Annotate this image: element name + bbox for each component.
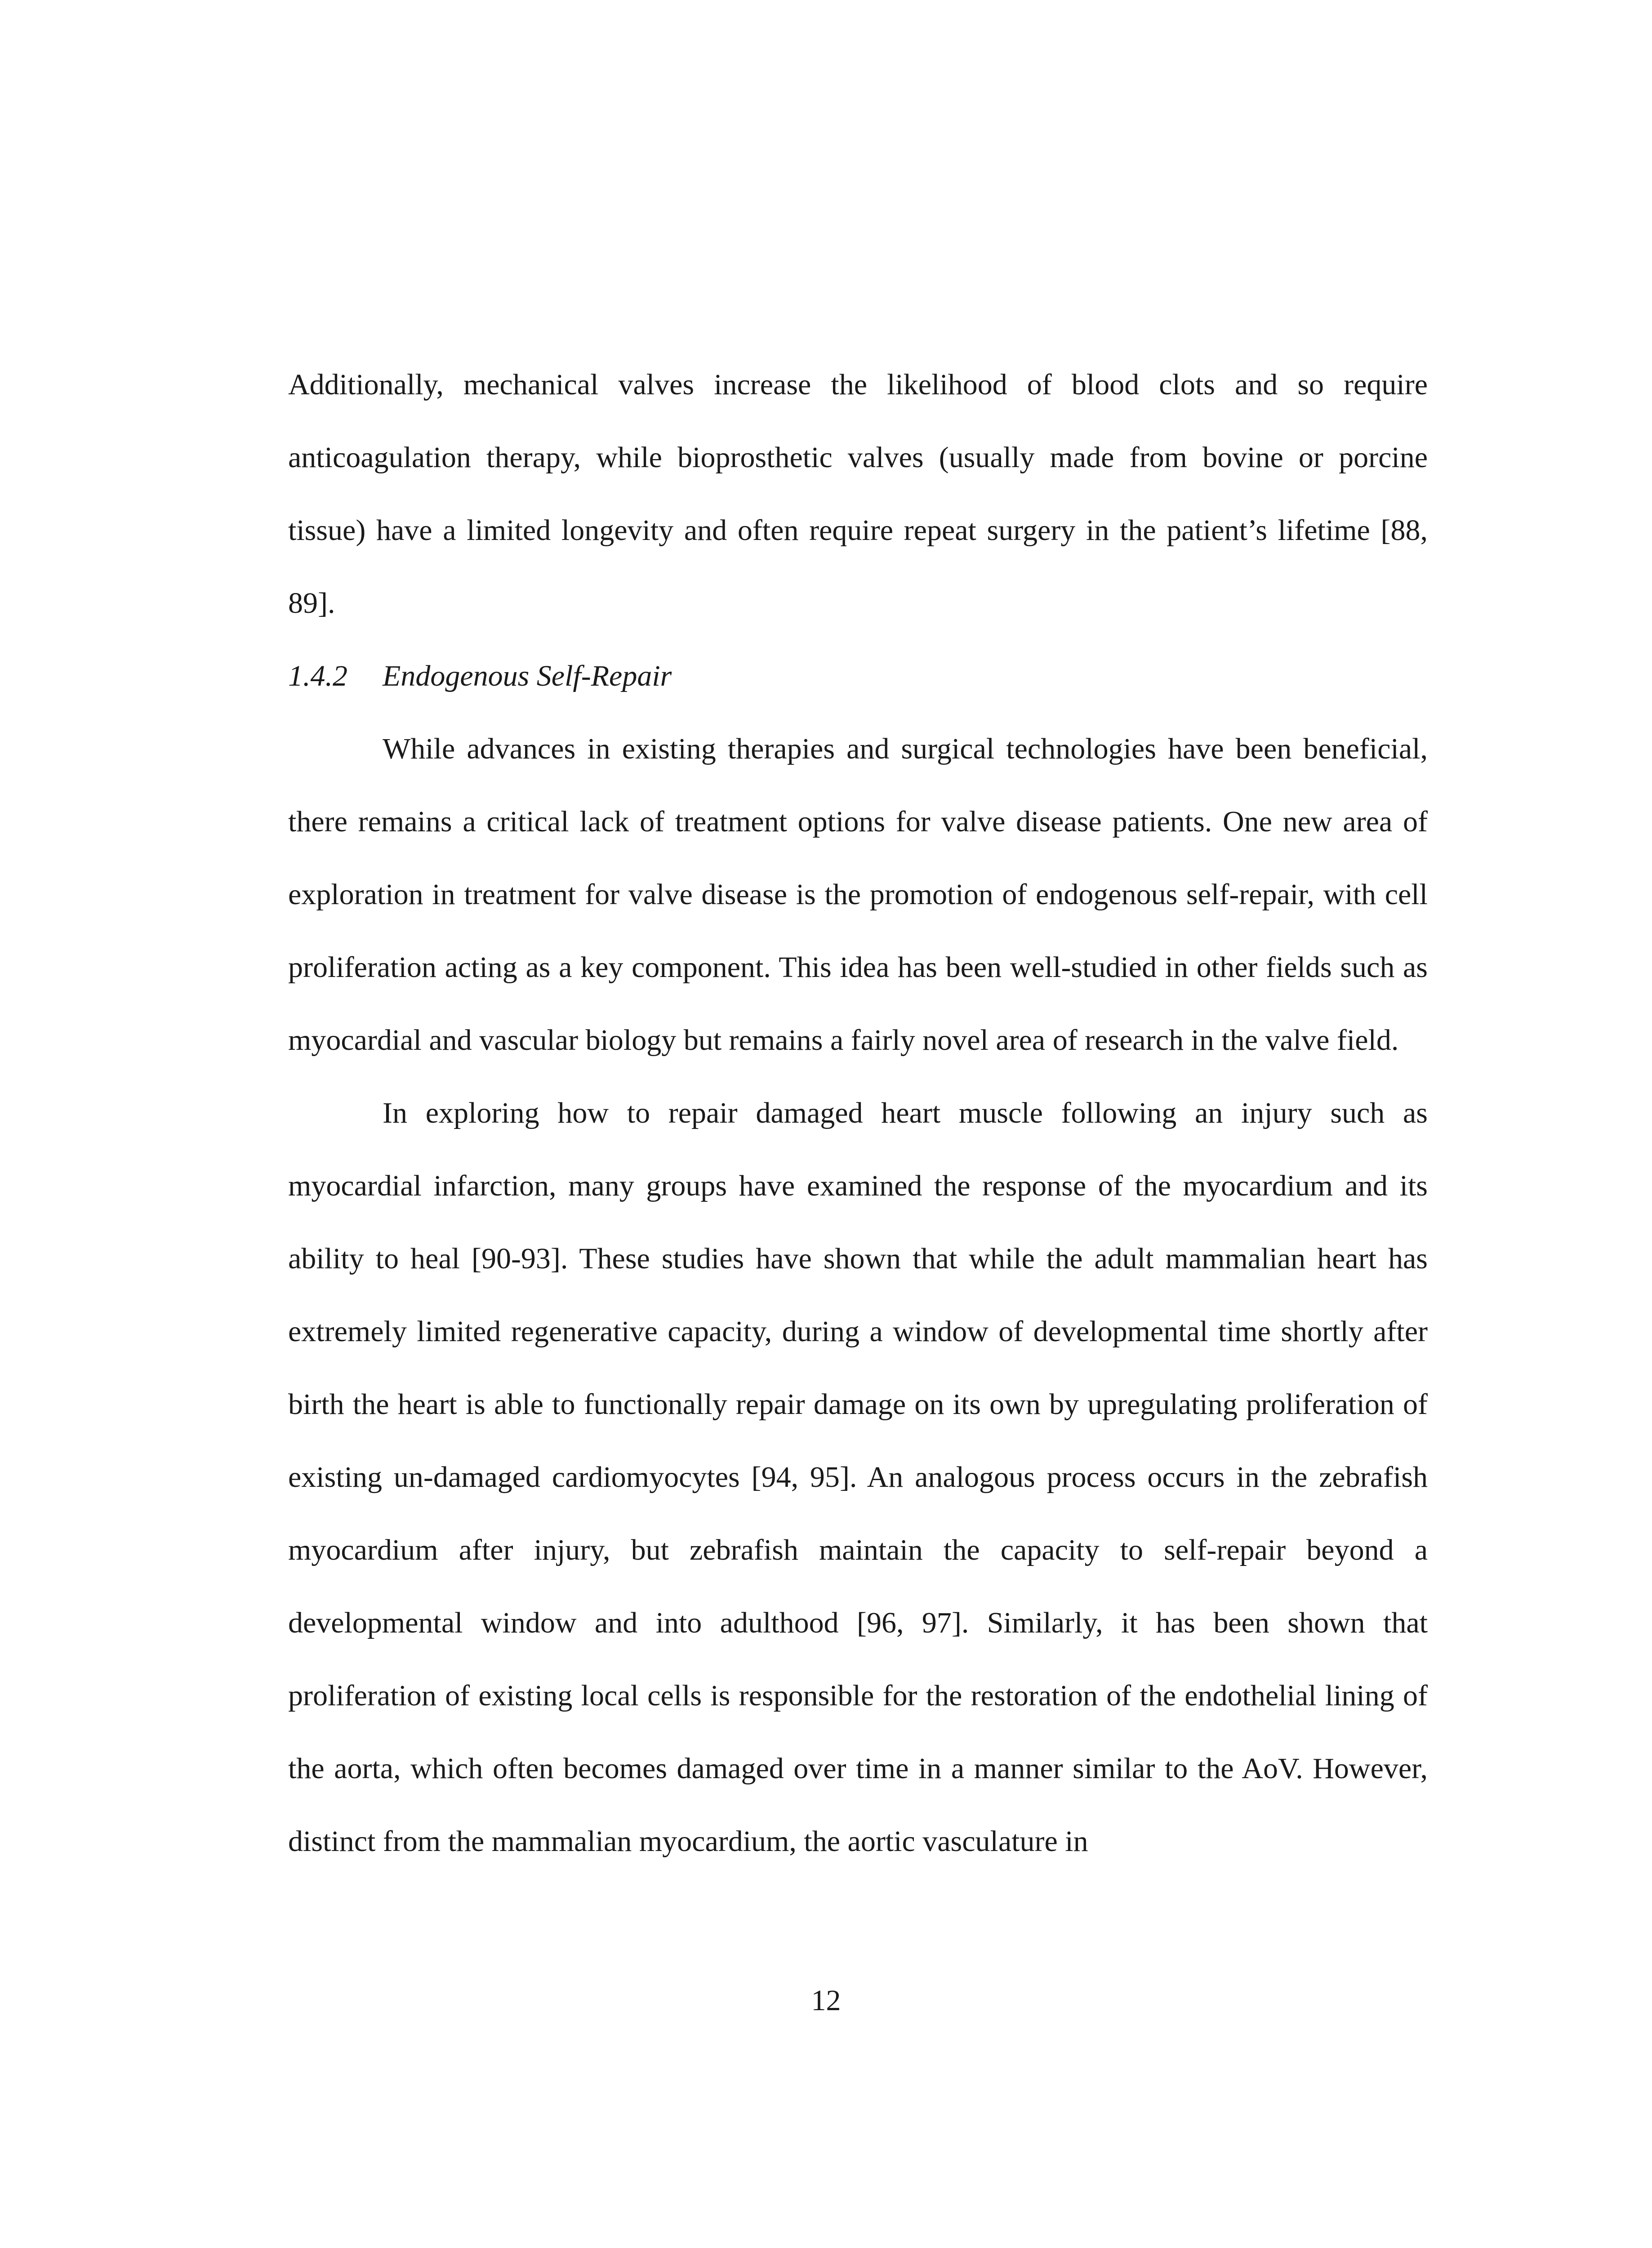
paragraph-valve-complications: Additionally, mechanical valves increase the likelihood of blood clots and so require anticoagulation therapy, while bioprosthetic valves (usually made from bovine or porcine tissue) have a limited longevity and often require repeat surgery in the patient’s lifetime [88, 89]. [288,368,1428,620]
body-text [288,348,1428,1878]
paragraph-self-repair-intro: While advances in existing therapies and surgical technologies have been beneficial, there remains a critical lack of treatment options for valve disease patients. One new area of exploration in treatment for valve disease is the promotion of endogenous self-repair, with cell proliferation acting as a key component. This idea has been well-studied in other fields such as myocardial and vascular biology but remains a fairly novel area of research in the valve field. [288,732,1428,1057]
section-number: 1.4.2 [288,660,347,692]
section-title: Endogenous Self-Repair [383,660,672,692]
page-number: 12 [811,1984,841,2017]
paragraph-myocardium-repair: In exploring how to repair damaged heart muscle following an injury such as myocardial infarction, many groups have examined the response of the myocardium and its ability to heal [90-93]. These studies have shown that while the adult mammalian heart has extremely limited regenerative capacity, during a window of developmental time shortly after birth the heart is able to functionally repair damage on its own by upregulating proliferation of existing un-damaged cardiomyocytes [94, 95]. An analogous process occurs in the zebrafish myocardium after injury, but zebrafish maintain the capacity to self-repair beyond a developmental window and into adulthood [96, 97]. Similarly, it has been shown that proliferation of existing local cells is responsible for the restoration of the endothelial lining of the aorta, which often becomes damaged over time in a manner similar to the AoV. However, distinct from the mammalian myocardium, the aortic vasculature in [288,1097,1428,1858]
section-heading [288,640,1428,713]
